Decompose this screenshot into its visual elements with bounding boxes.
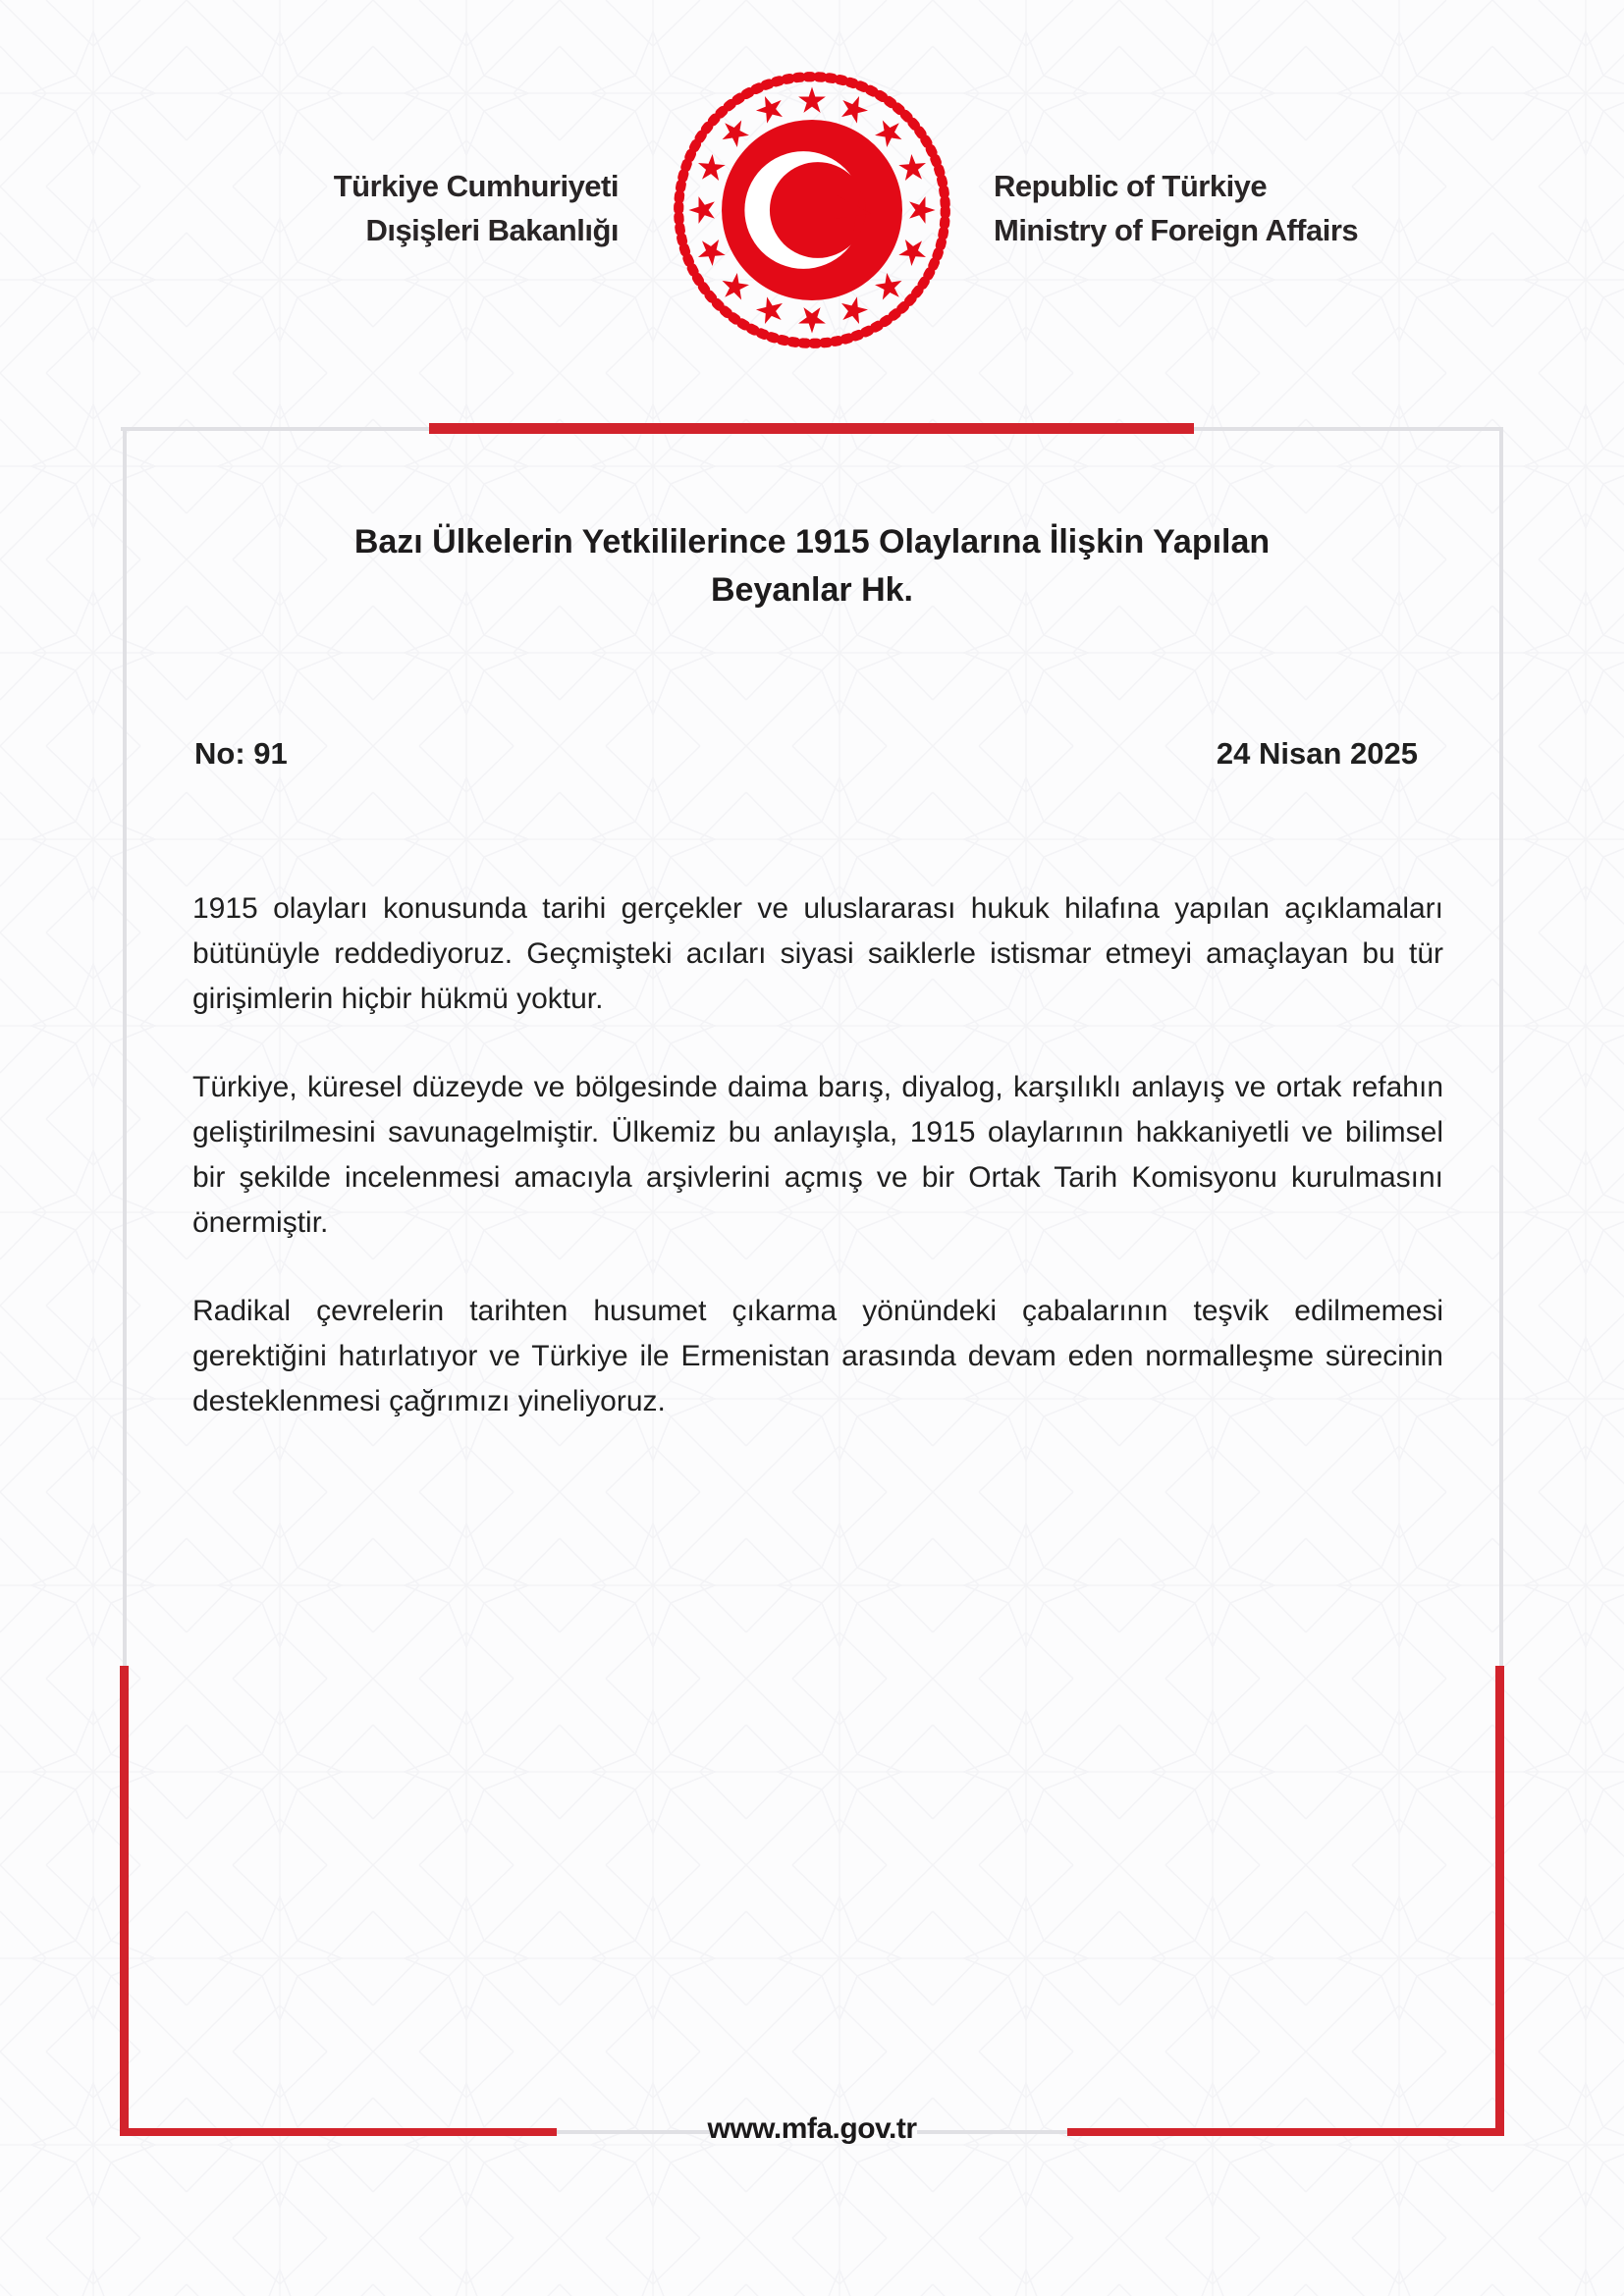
org-name-turkish bbox=[334, 164, 619, 252]
footer-accent-bar-right bbox=[1067, 2128, 1504, 2136]
org-name-turkish-line2: Dışişleri Bakanlığı bbox=[365, 213, 619, 247]
org-name-english bbox=[994, 164, 1358, 252]
footer-accent-bar-left bbox=[120, 2128, 557, 2136]
page-title-line2: Beyanlar Hk. bbox=[711, 571, 913, 609]
mfa-emblem-icon bbox=[669, 67, 955, 353]
paragraph-2: Türkiye, küresel düzeyde ve bölgesinde daima barış, diyalog, karşılıklı anlayış ve ortak refahın geliştirilmesini savunagelmiştir. Ülkemiz bu anlayışla, 1915 olaylarının hakkaniyetli ve bilimsel bir şekilde incelenmesi amacıyla arşivlerini açmış ve bir Ortak Tarih Komisyonu kurulmasını önermiştir. bbox=[192, 1071, 1443, 1239]
frame-left-border bbox=[123, 427, 127, 1666]
org-name-english-line1: Republic of Türkiye bbox=[994, 169, 1268, 203]
emblem-crescent-star bbox=[722, 120, 902, 300]
footer-website-url: www.mfa.gov.tr bbox=[707, 2112, 917, 2145]
org-name-turkish-line1: Türkiye Cumhuriyeti bbox=[333, 169, 619, 203]
document-date: 24 Nisan 2025 bbox=[1216, 736, 1418, 771]
paragraph-3: Radikal çevrelerin tarihten husumet çıkarma yönündeki çabalarının teşvik edilmemesi gerektiğini hatırlatıyor ve Türkiye ile Ermenistan arasında devam eden normalleşme sürecinin desteklenmesi çağrımızı yineliyoruz. bbox=[192, 1295, 1443, 1417]
right-accent-border bbox=[1495, 1666, 1504, 2136]
org-name-english-line2: Ministry of Foreign Affairs bbox=[994, 213, 1359, 247]
paragraph-1: 1915 olayları konusunda tarihi gerçekler ve uluslararası hukuk hilafına yapılan açıklamaları bütünüyle reddediyoruz. Geçmişteki acıları siyasi saiklerle istismar etmeyi amaçlayan bu tür girişimlerin hiçbir hükmü yoktur. bbox=[192, 892, 1443, 1015]
page-title-line1: Bazı Ülkelerin Yetkililerince 1915 Olaylarına İlişkin Yapılan bbox=[353, 523, 1271, 561]
document-body bbox=[192, 886, 1443, 1468]
document-number: No: 91 bbox=[194, 736, 288, 771]
left-accent-border bbox=[120, 1666, 129, 2136]
frame-right-border bbox=[1499, 427, 1503, 1666]
header-accent-bar bbox=[429, 423, 1194, 434]
page-title bbox=[245, 518, 1379, 614]
